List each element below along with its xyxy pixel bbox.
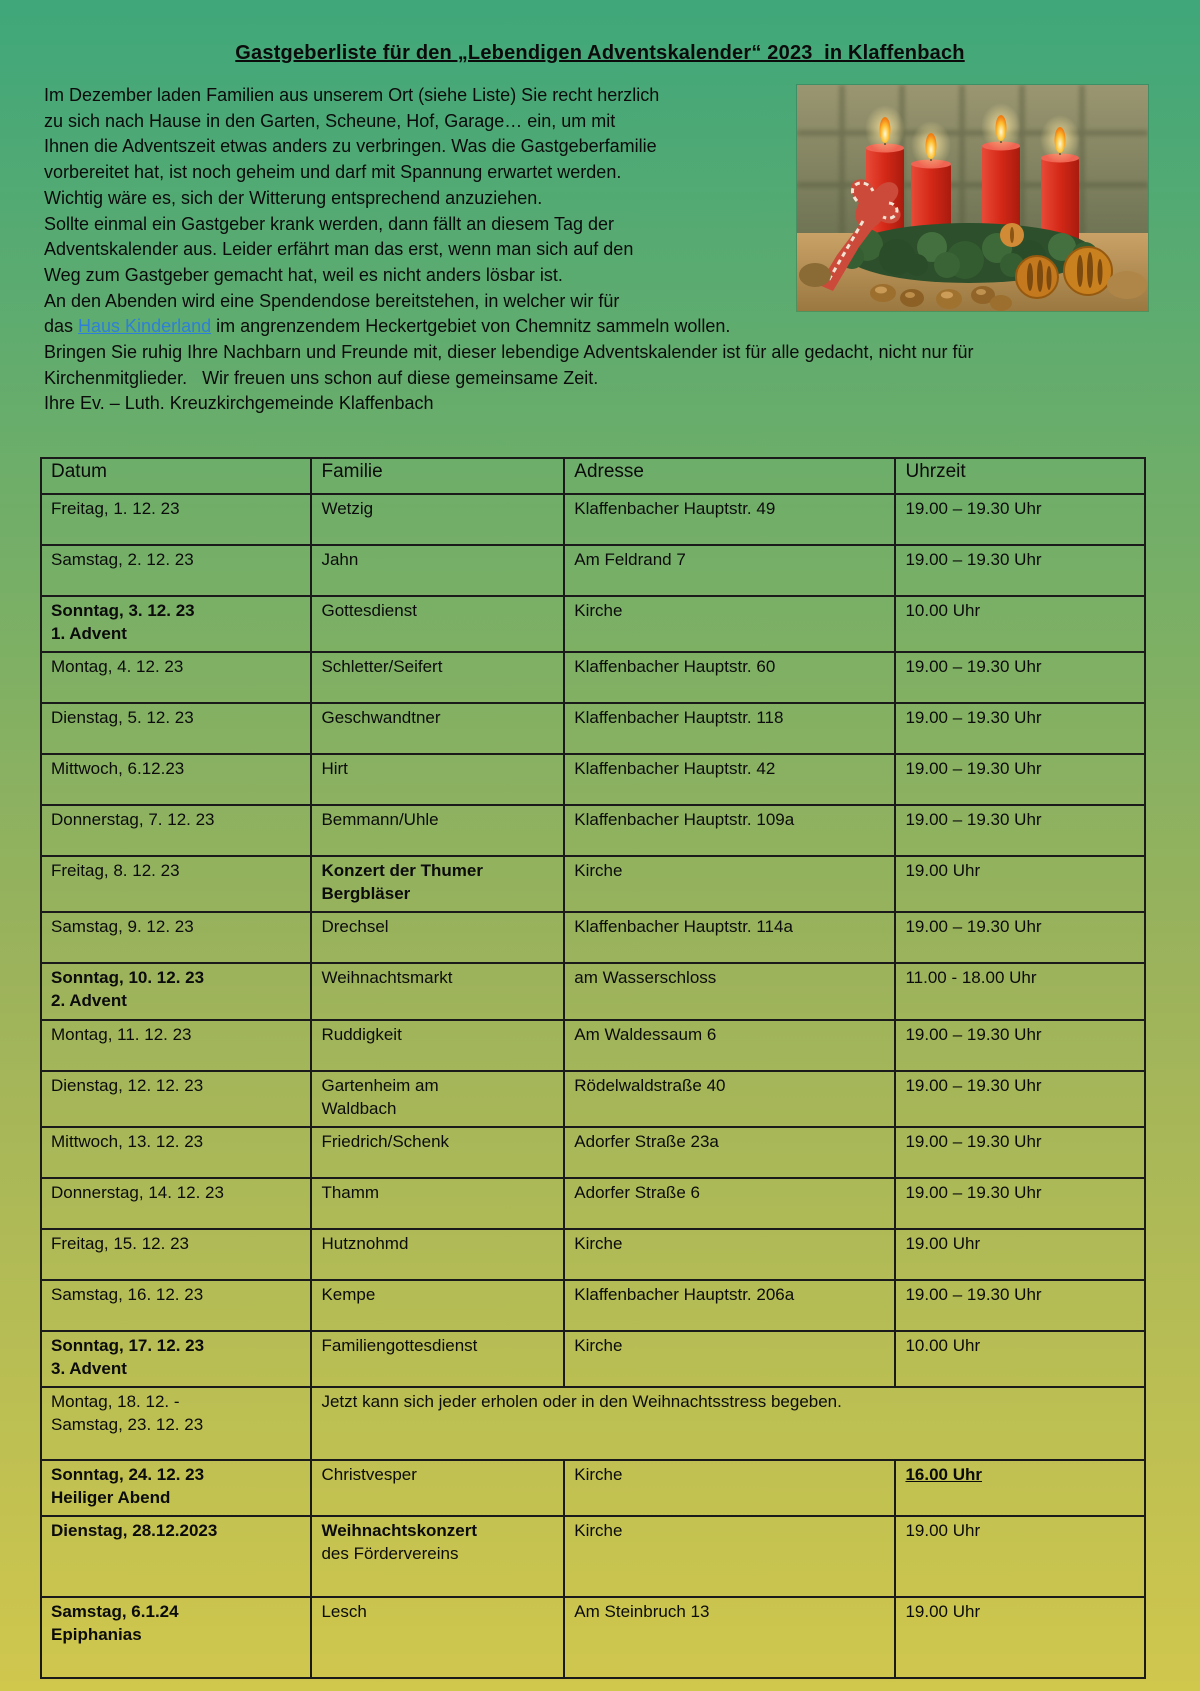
- table-row: [41, 856, 1145, 912]
- cell-datum: Samstag, 16. 12. 23: [41, 1280, 311, 1331]
- table-row: [41, 1178, 1145, 1229]
- cell-familie: Konzert der Thumer Bergbläser: [311, 856, 564, 912]
- cell-uhrzeit: 19.00 – 19.30 Uhr: [895, 754, 1145, 805]
- table-row: [41, 1460, 1145, 1516]
- candle-3: [981, 103, 1021, 239]
- cell-familie: Weihnachtsmarkt: [311, 963, 564, 1020]
- cell-adresse: Kirche: [564, 596, 895, 652]
- cell-datum: Donnerstag, 7. 12. 23: [41, 805, 311, 856]
- intro-line: Bringen Sie ruhig Ihre Nachbarn und Freunde mit, dieser lebendige Adventskalender ist für alle gedacht, nicht nur für: [44, 342, 974, 363]
- cell-datum: Sonntag, 24. 12. 23 Heiliger Abend: [41, 1460, 311, 1516]
- cell-familie: Wetzig: [311, 494, 564, 545]
- column-header-uhrzeit: Uhrzeit: [895, 458, 1145, 494]
- cell-uhrzeit: 19.00 – 19.30 Uhr: [895, 1020, 1145, 1071]
- cell-adresse: Klaffenbacher Hauptstr. 60: [564, 652, 895, 703]
- cell-uhrzeit: 19.00 – 19.30 Uhr: [895, 652, 1145, 703]
- cell-datum: Donnerstag, 14. 12. 23: [41, 1178, 311, 1229]
- cell-uhrzeit: 11.00 - 18.00 Uhr: [895, 963, 1145, 1020]
- intro-line: das Haus Kinderland im angrenzendem Heckertgebiet von Chemnitz sammeln wollen.: [44, 316, 731, 337]
- advent-wreath-photo: [797, 85, 1148, 311]
- table-row: [41, 1071, 1145, 1127]
- cell-adresse: Klaffenbacher Hauptstr. 206a: [564, 1280, 895, 1331]
- cell-adresse: Kirche: [564, 1516, 895, 1597]
- haus-kinderland-link[interactable]: Haus Kinderland: [78, 316, 212, 337]
- table-row: [41, 1387, 1145, 1460]
- cell-familie: Familiengottesdienst: [311, 1331, 564, 1387]
- table-row: [41, 1516, 1145, 1597]
- cell-familie: Schletter/Seifert: [311, 652, 564, 703]
- cell-uhrzeit: 19.00 Uhr: [895, 1597, 1145, 1678]
- table-row: [41, 1331, 1145, 1387]
- cell-datum: Dienstag, 28.12.2023: [41, 1516, 311, 1597]
- cell-adresse: Am Waldessaum 6: [564, 1020, 895, 1071]
- cell-familie: Hutznohmd: [311, 1229, 564, 1280]
- cell-adresse: Adorfer Straße 23a: [564, 1127, 895, 1178]
- cell-datum: Samstag, 2. 12. 23: [41, 545, 311, 596]
- table-row: [41, 494, 1145, 545]
- cell-datum: Sonntag, 3. 12. 23 1. Advent: [41, 596, 311, 652]
- cell-adresse: Klaffenbacher Hauptstr. 49: [564, 494, 895, 545]
- cell-familie: Geschwandtner: [311, 703, 564, 754]
- intro-line: Ihnen die Adventszeit etwas anders zu verbringen. Was die Gastgeberfamilie: [44, 136, 657, 157]
- cell-familie: Ruddigkeit: [311, 1020, 564, 1071]
- table-row: [41, 1280, 1145, 1331]
- cell-datum: Montag, 4. 12. 23: [41, 652, 311, 703]
- cell-familie: Thamm: [311, 1178, 564, 1229]
- intro-section: [44, 83, 1156, 417]
- cell-uhrzeit: 19.00 Uhr: [895, 1229, 1145, 1280]
- cell-uhrzeit: 19.00 – 19.30 Uhr: [895, 1280, 1145, 1331]
- table-row: [41, 754, 1145, 805]
- cell-adresse: Kirche: [564, 856, 895, 912]
- cell-adresse: Klaffenbacher Hauptstr. 42: [564, 754, 895, 805]
- column-header-datum: Datum: [41, 458, 311, 494]
- intro-line: Kirchenmitglieder. Wir freuen uns schon auf diese gemeinsame Zeit.: [44, 367, 599, 388]
- cell-familie: Hirt: [311, 754, 564, 805]
- cell-adresse: Kirche: [564, 1460, 895, 1516]
- cell-adresse: Klaffenbacher Hauptstr. 114a: [564, 912, 895, 963]
- blurred-wall-background: [797, 85, 1148, 235]
- cell-uhrzeit: 19.00 Uhr: [895, 1516, 1145, 1597]
- cell-uhrzeit: 19.00 – 19.30 Uhr: [895, 912, 1145, 963]
- intro-line: Im Dezember laden Familien aus unserem Ort (siehe Liste) Sie recht herzlich: [44, 85, 660, 105]
- cell-datum: Mittwoch, 6.12.23: [41, 754, 311, 805]
- cell-uhrzeit: 16.00 Uhr: [895, 1460, 1145, 1516]
- intro-line: Ihre Ev. – Luth. Kreuzkirchgemeinde Klaffenbach: [44, 393, 434, 414]
- table-row: [41, 963, 1145, 1020]
- cell-familie: Gartenheim am Waldbach: [311, 1071, 564, 1127]
- cell-familie: Gottesdienst: [311, 596, 564, 652]
- cell-familie: Friedrich/Schenk: [311, 1127, 564, 1178]
- intro-line: Wichtig wäre es, sich der Witterung entsprechend anzuziehen.: [44, 187, 543, 208]
- page-title: Gastgeberliste für den „Lebendigen Adventskalender“ 2023 in Klaffenbach: [235, 42, 965, 64]
- cell-adresse: am Wasserschloss: [564, 963, 895, 1020]
- cell-adresse: Rödelwaldstraße 40: [564, 1071, 895, 1127]
- cell-datum: Sonntag, 10. 12. 23 2. Advent: [41, 963, 311, 1020]
- intro-line: An den Abenden wird eine Spendendose bereitstehen, in welcher wir für: [44, 290, 620, 311]
- advent-wreath-illustration: [797, 85, 1148, 311]
- table-row: [41, 703, 1145, 754]
- intro-line: vorbereitet hat, ist noch geheim und darf mit Spannung erwartet werden.: [44, 162, 622, 183]
- cell-datum: Dienstag, 12. 12. 23: [41, 1071, 311, 1127]
- cell-uhrzeit: 10.00 Uhr: [895, 1331, 1145, 1387]
- table-row: [41, 545, 1145, 596]
- candle-4: [1040, 115, 1080, 245]
- cell-adresse: Klaffenbacher Hauptstr. 118: [564, 703, 895, 754]
- cell-datum: Freitag, 8. 12. 23: [41, 856, 311, 912]
- cell-note: Jetzt kann sich jeder erholen oder in den Weihnachtsstress begeben.: [311, 1387, 1145, 1460]
- cell-adresse: Adorfer Straße 6: [564, 1178, 895, 1229]
- cell-datum: Montag, 11. 12. 23: [41, 1020, 311, 1071]
- cell-datum: Mittwoch, 13. 12. 23: [41, 1127, 311, 1178]
- cell-datum: Montag, 18. 12. - Samstag, 23. 12. 23: [41, 1387, 311, 1460]
- intro-line: Adventskalender aus. Leider erfährt man das erst, wenn man sich auf den: [44, 239, 634, 260]
- cell-uhrzeit: 19.00 – 19.30 Uhr: [895, 494, 1145, 545]
- cell-familie: Christvesper: [311, 1460, 564, 1516]
- table-row: [41, 652, 1145, 703]
- schedule-table: [40, 457, 1146, 1679]
- cell-datum: Freitag, 1. 12. 23: [41, 494, 311, 545]
- column-header-familie: Familie: [311, 458, 564, 494]
- cell-uhrzeit: 19.00 – 19.30 Uhr: [895, 1127, 1145, 1178]
- cell-familie: Drechsel: [311, 912, 564, 963]
- cell-adresse: Am Feldrand 7: [564, 545, 895, 596]
- table-header-row: [41, 458, 1145, 494]
- cell-familie: Jahn: [311, 545, 564, 596]
- cell-adresse: Klaffenbacher Hauptstr. 109a: [564, 805, 895, 856]
- cell-uhrzeit: 10.00 Uhr: [895, 596, 1145, 652]
- cell-adresse: Kirche: [564, 1229, 895, 1280]
- cell-adresse: Am Steinbruch 13: [564, 1597, 895, 1678]
- cell-familie: Bemmann/Uhle: [311, 805, 564, 856]
- intro-line: Weg zum Gastgeber gemacht hat, weil es nicht anders lösbar ist.: [44, 264, 563, 285]
- table-row: [41, 1229, 1145, 1280]
- table-row: [41, 1597, 1145, 1678]
- cell-datum: Freitag, 15. 12. 23: [41, 1229, 311, 1280]
- cell-datum: Samstag, 9. 12. 23: [41, 912, 311, 963]
- table-row: [41, 912, 1145, 963]
- cell-datum: Sonntag, 17. 12. 23 3. Advent: [41, 1331, 311, 1387]
- cell-uhrzeit: 19.00 – 19.30 Uhr: [895, 1071, 1145, 1127]
- cell-uhrzeit: 19.00 – 19.30 Uhr: [895, 805, 1145, 856]
- cell-adresse: Kirche: [564, 1331, 895, 1387]
- cell-uhrzeit: 19.00 – 19.30 Uhr: [895, 703, 1145, 754]
- cell-familie: Weihnachtskonzert des Fördervereins: [311, 1516, 564, 1597]
- column-header-adresse: Adresse: [564, 458, 895, 494]
- cell-uhrzeit: 19.00 – 19.30 Uhr: [895, 1178, 1145, 1229]
- intro-line: zu sich nach Hause in den Garten, Scheune, Hof, Garage… ein, um mit: [44, 110, 616, 131]
- cell-uhrzeit: 19.00 – 19.30 Uhr: [895, 545, 1145, 596]
- table-row: [41, 805, 1145, 856]
- table-row: [41, 1127, 1145, 1178]
- intro-line: Sollte einmal ein Gastgeber krank werden, dann fällt an diesem Tag der: [44, 213, 614, 234]
- cell-familie: Kempe: [311, 1280, 564, 1331]
- table-row: [41, 596, 1145, 652]
- cell-datum: Samstag, 6.1.24 Epiphanias: [41, 1597, 311, 1678]
- cell-datum: Dienstag, 5. 12. 23: [41, 703, 311, 754]
- cell-uhrzeit: 19.00 Uhr: [895, 856, 1145, 912]
- table-row: [41, 1020, 1145, 1071]
- cell-familie: Lesch: [311, 1597, 564, 1678]
